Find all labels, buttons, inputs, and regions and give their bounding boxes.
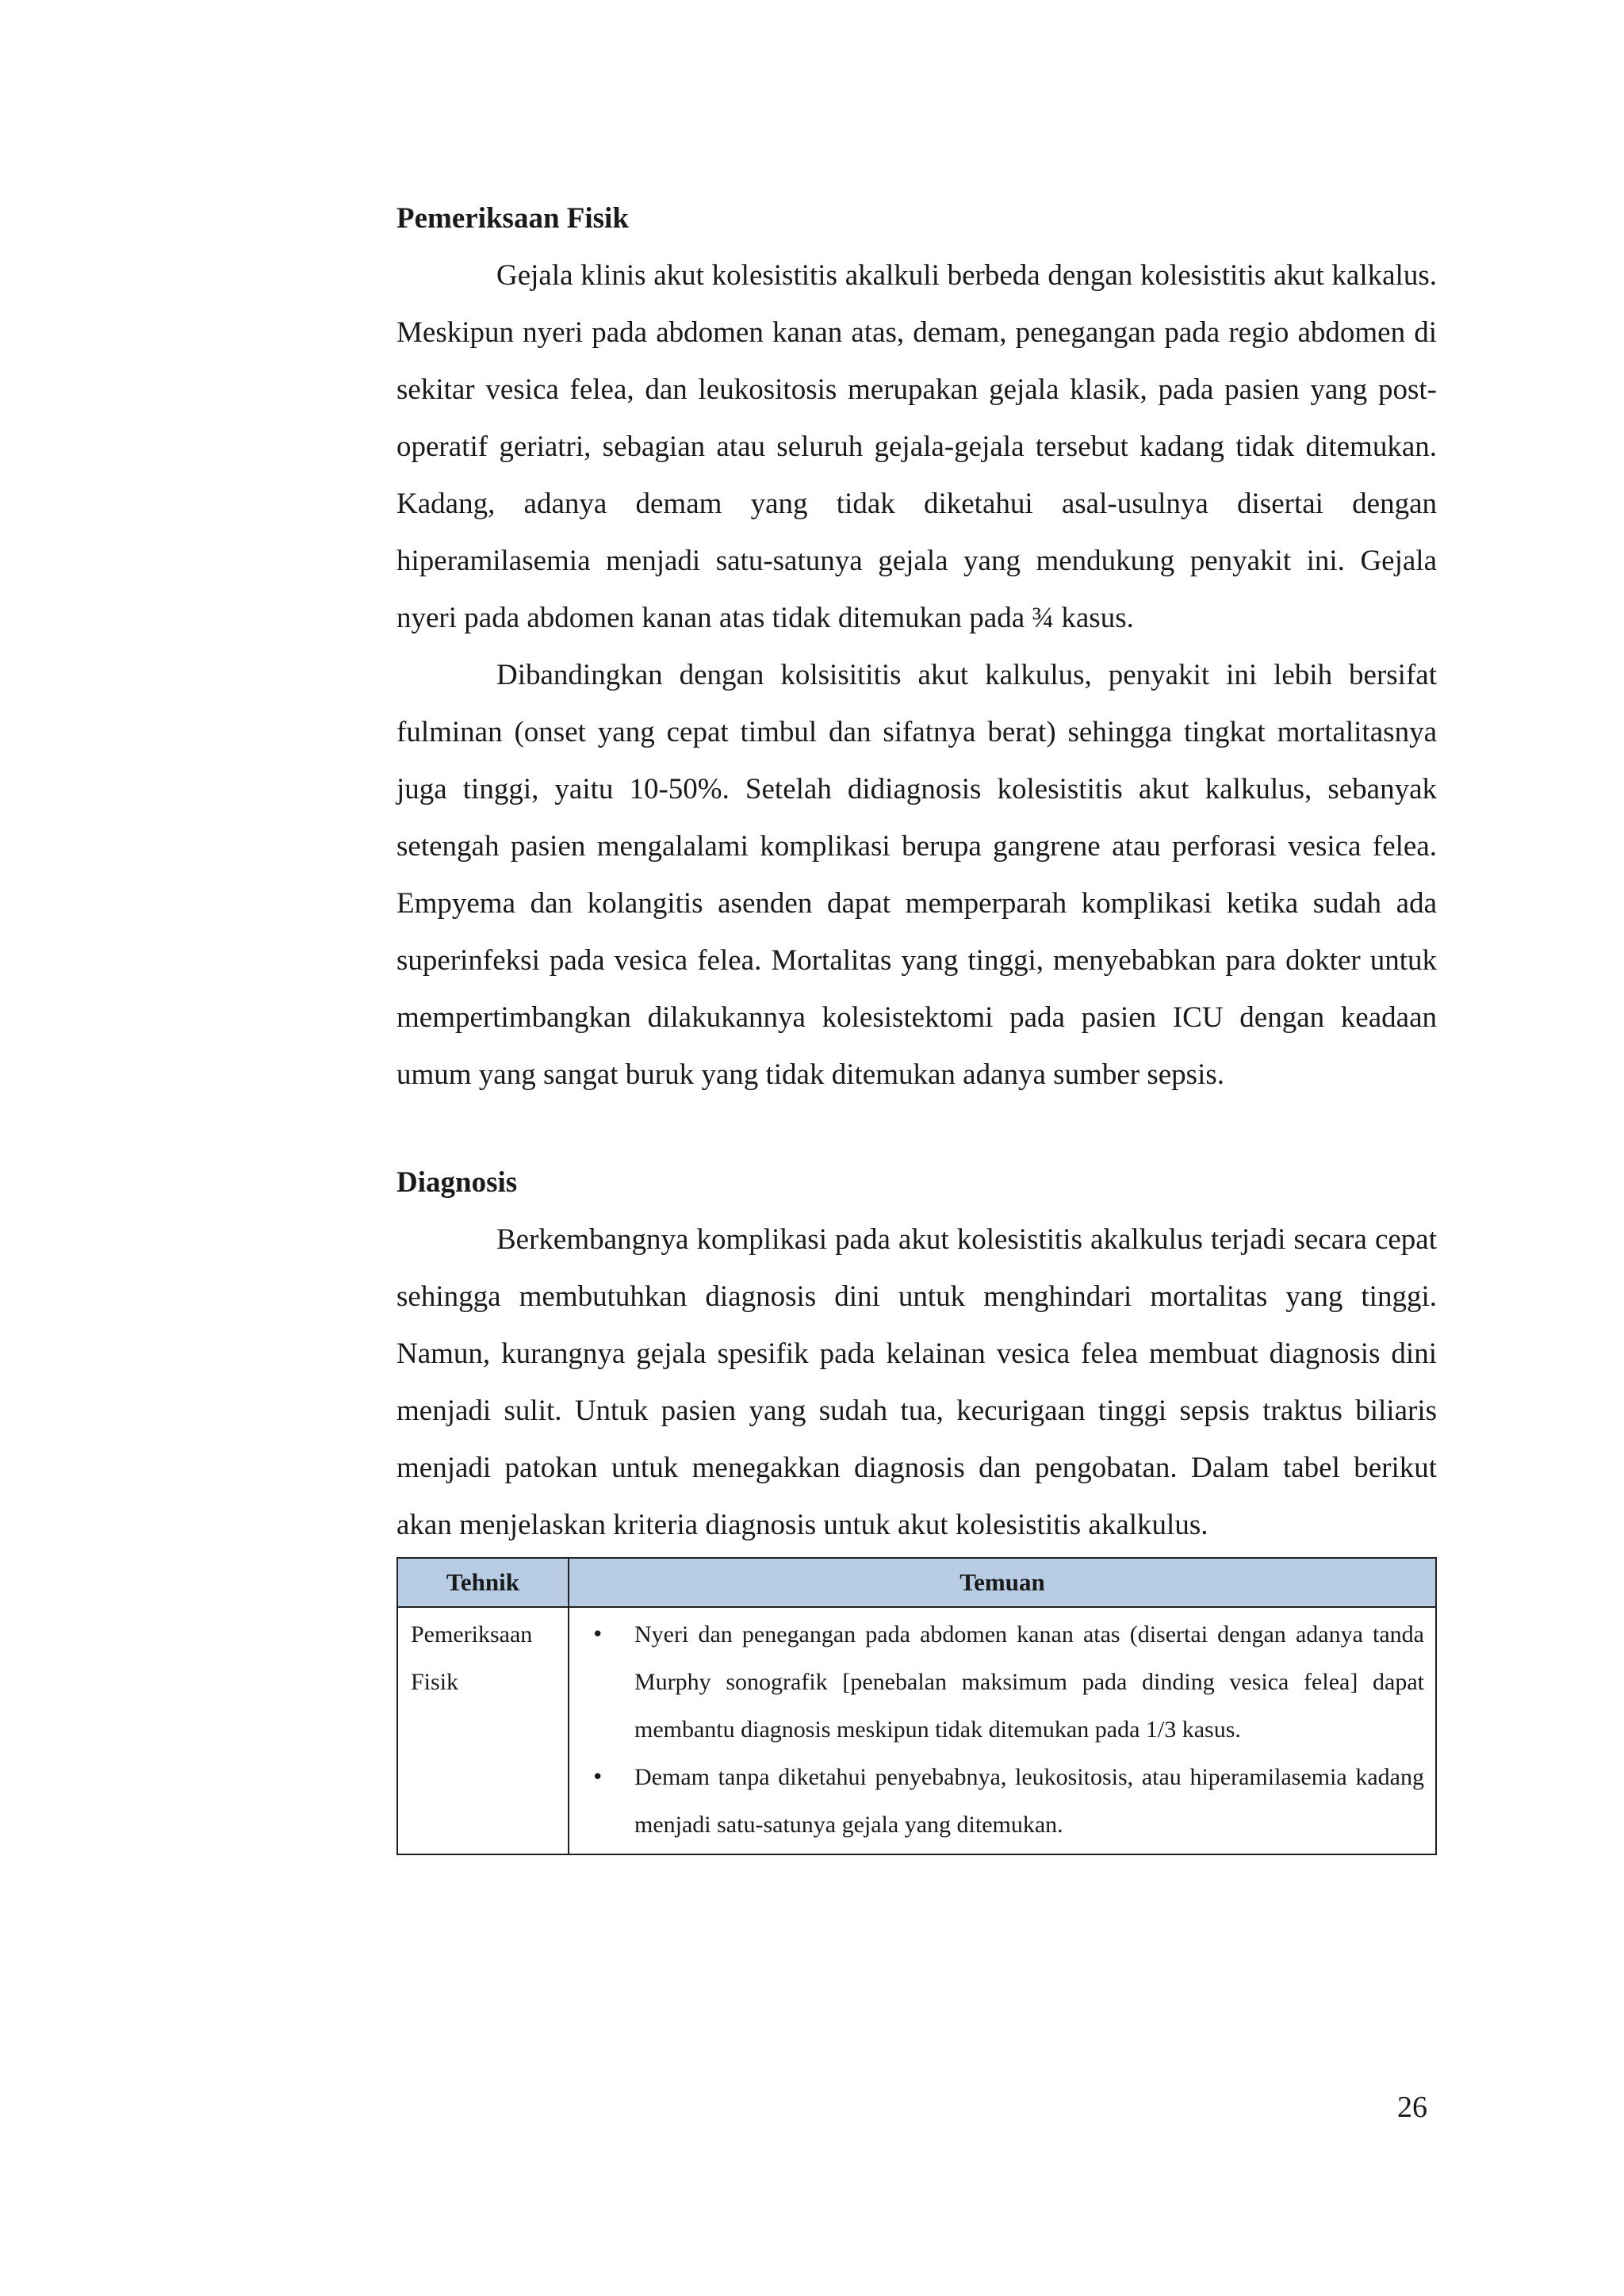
findings-list <box>582 1611 1424 1849</box>
finding-text: Demam tanpa diketahui penyebabnya, leukositosis, atau hiperamilasemia kadang menjadi satu-satunya gejala yang ditemukan. <box>634 1764 1424 1838</box>
list-item <box>592 1611 1424 1754</box>
section-spacer <box>396 1104 1437 1154</box>
table-header-row <box>397 1558 1436 1607</box>
document-page <box>396 190 1437 1855</box>
list-item <box>592 1754 1424 1849</box>
paragraph: Dibandingkan dengan kolsisititis akut kalkulus, penyakit ini lebih bersifat fulminan (onset yang cepat timbul dan sifatnya berat) sehingga tingkat mortalitasnya juga tinggi, yaitu 10-50%. Setelah didiagnosis kolesistitis akut kalkulus, sebanyak setengah pasien mengalalami komplikasi berupa gangrene atau perforasi vesica felea. Empyema dan kolangitis asenden dapat memperparah komplikasi ketika sudah ada superinfeksi pada vesica felea. Mortalitas yang tinggi, menyebabkan para dokter untuk mempertimbangkan dilakukannya kolesistektomi pada pasien ICU dengan keadaan umum yang sangat buruk yang tidak ditemukan adanya sumber sepsis. <box>396 659 1437 1091</box>
bullet-icon: • <box>592 1766 604 1789</box>
section-heading-pemeriksaan-fisik: Pemeriksaan Fisik <box>396 202 629 235</box>
paragraph: Berkembangnya komplikasi pada akut kolesistitis akalkulus terjadi secara cepat sehingga membutuhkan diagnosis dini untuk menghindari mortalitas yang tinggi. Namun, kurangnya gejala spesifik pada kelainan vesica felea membuat diagnosis dini menjadi sulit. Untuk pasien yang sudah tua, kecurigaan tinggi sepsis traktus biliaris menjadi patokan untuk menegakkan diagnosis dan pengobatan. Dalam tabel berikut akan menjelaskan kriteria diagnosis untuk akut kolesistitis akalkulus. <box>396 1223 1437 1541</box>
diagnosis-criteria-table <box>396 1557 1437 1855</box>
section-heading-diagnosis: Diagnosis <box>396 1166 518 1199</box>
column-header-temuan: Temuan <box>569 1558 1436 1607</box>
bullet-icon: • <box>592 1623 604 1647</box>
finding-text: Nyeri dan penegangan pada abdomen kanan atas (disertai dengan adanya tanda Murphy sonografik [penebalan maksimum pada dinding vesica felea] dapat membantu diagnosis meskipun tidak ditemukan pada 1/3 kasus. <box>634 1621 1424 1743</box>
technique-cell: Pemeriksaan Fisik <box>397 1607 569 1854</box>
paragraph: Gejala klinis akut kolesistitis akalkuli berbeda dengan kolesistitis akut kalkalus. Meskipun nyeri pada abdomen kanan atas, demam, penegangan pada regio abdomen di sekitar vesica felea, dan leukositosis merupakan gejala klasik, pada pasien yang post-operatif geriatri, sebagian atau seluruh gejala-gejala tersebut kadang tidak ditemukan. Kadang, adanya demam yang tidak diketahui asal-usulnya disertai dengan hiperamilasemia menjadi satu-satunya gejala yang mendukung penyakit ini. Gejala nyeri pada abdomen kanan atas tidak ditemukan pada ¾ kasus. <box>396 259 1437 634</box>
table-row <box>397 1607 1436 1854</box>
page-number: 26 <box>1397 2091 1427 2124</box>
column-header-tehnik: Tehnik <box>397 1558 569 1607</box>
findings-cell <box>569 1607 1436 1854</box>
